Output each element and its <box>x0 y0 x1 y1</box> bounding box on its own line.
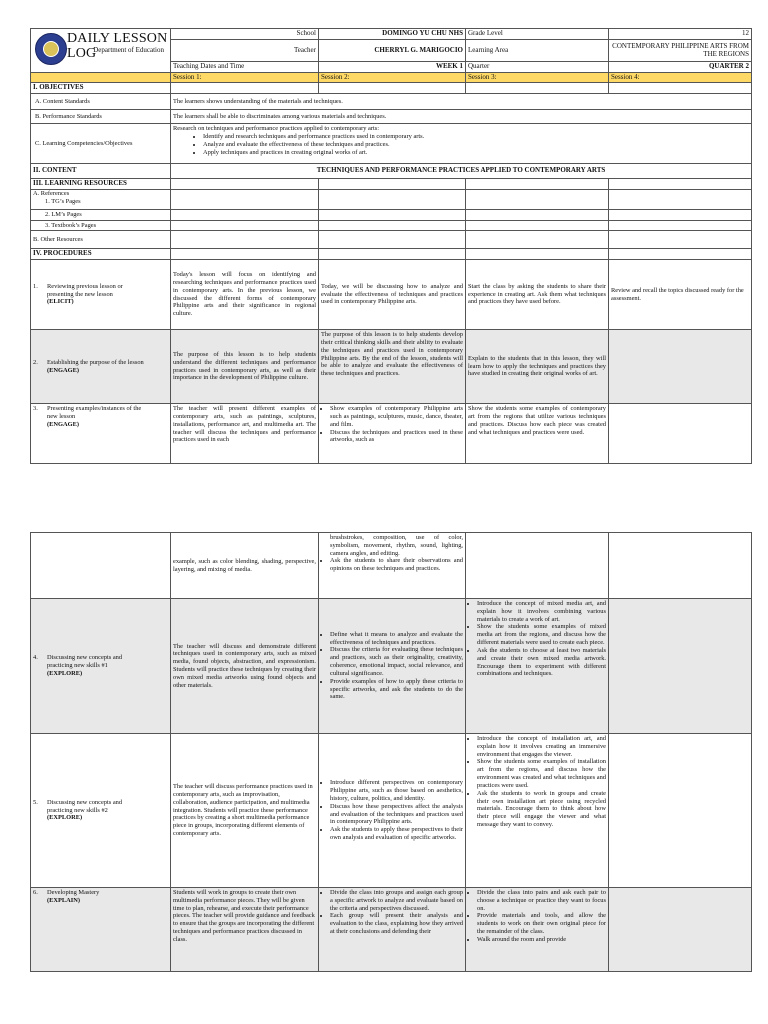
resources-heading: III. LEARNING RESOURCES <box>31 179 171 190</box>
procedure-4-session-1: The teacher will discuss and demonstrate different techniques used in contemporary arts, such as mixed media, found objects, abstraction, and expressionism. Students will practice these techniques by creating their own mixed media artworks using found objects and other materials. <box>171 599 319 734</box>
department-name: Department of Education <box>93 46 164 54</box>
session-corner <box>31 72 171 83</box>
procedure-3-session-2-continued: brushstrokes, composition, use of color, symbolism, movement, rhythm, sound, lighting, camera angles, and editing. • Ask the students to share their observations and opinions on these techniques and practices. <box>319 533 466 599</box>
grade-value: 12 <box>609 29 752 40</box>
list-item: • Walk around the room and provide <box>477 936 606 944</box>
objectives-heading: I. OBJECTIVES <box>31 83 171 94</box>
procedure-4-session-3 <box>466 599 609 734</box>
quarter-value: QUARTER 2 <box>609 62 752 73</box>
procedure-3-session-1: The teacher will present different examples of contemporary arts, such as paintings, sculptures, installations, performance art, and multimedia art. The teacher will discuss the techniques and performance practices used in each <box>171 404 319 464</box>
procedure-5-session-3 <box>466 734 609 888</box>
procedure-6-session-3 <box>466 888 609 972</box>
teacher-value: CHERRYL G. MARIGOCIO <box>319 40 466 62</box>
competency-item: • Identify and research techniques and performance practices used in contemporary arts. <box>203 133 749 141</box>
performance-standards-value: The learners shall be able to discriminates among various materials and techniques. <box>171 110 752 124</box>
lesson-log-table-continued <box>30 532 752 972</box>
list-item: • Ask the students to share their observations and opinions on these techniques and practices. <box>330 557 463 573</box>
performance-standards-label: B. Performance Standards <box>31 110 171 124</box>
procedure-3-session-3: Show the students some examples of contemporary art from the regions that utilize various techniques and practices. Discuss how each piece was created and what techniques and practices were used. <box>466 404 609 464</box>
content-standards-value: The learners shows understanding of the materials and techniques. <box>171 94 752 110</box>
procedures-heading: IV. PROCEDURES <box>31 249 171 260</box>
list-item: • Divide the class into pairs and ask each pair to choose a technique or practice they want to focus on. <box>477 889 606 912</box>
procedure-5-session-1: The teacher will discuss performance practices used in contemporary arts, such as improvisation, collaboration, audience participation, and multimedia integration. Students will practice these performance practices by creating a short multimedia performance piece in groups, incorporating different elements of contemporary arts. <box>171 734 319 888</box>
list-item: • Discuss the criteria for evaluating these techniques and practices, such as their originality, creativity, coherence, emotional impact, social relevance, and cultural significance. <box>330 646 463 677</box>
list-item: • Introduce different perspectives on contemporary Philippine arts, such as those based on aesthetics, history, culture, politics, and identity. <box>330 779 463 802</box>
lm-pages-label: 2. LM’s Pages <box>31 209 171 220</box>
procedure-1-label: 1. Reviewing previous lesson or presenting the new lesson (ELICIT) <box>31 260 171 330</box>
school-value: DOMINGO YU CHU NHS <box>319 29 466 40</box>
procedure-4-session-2 <box>319 599 466 734</box>
procedure-1-session-3: Start the class by asking the students to share their experience in creating art. Ask them what techniques and practices they have used before. <box>466 260 609 330</box>
competency-item: • Analyze and evaluate the effectiveness of these techniques and practices. <box>203 141 749 149</box>
procedure-4-label: 4. Discussing new concepts and practicing new skills #1 (EXPLORE) <box>31 599 171 734</box>
procedure-1-session-4: Review and recall the topics discussed ready for the assessment. <box>609 260 752 330</box>
session-4-header: Session 4: <box>609 72 752 83</box>
competencies-value <box>171 124 752 164</box>
content-value: TECHNIQUES AND PERFORMANCE PRACTICES APPLIED TO CONTEMPORARY ARTS <box>171 164 752 179</box>
session-2-header: Session 2: <box>319 72 466 83</box>
list-item: • Divide the class into groups and assign each group a specific artwork to analyze and evaluate based on the criteria and perspectives discussed. <box>330 889 463 912</box>
list-item: • Show examples of contemporary Philippine arts such as paintings, sculptures, music, dance, theater, and film. <box>330 405 463 428</box>
session-1-header: Session 1: <box>171 72 319 83</box>
content-heading: II. CONTENT <box>31 164 171 179</box>
school-label: School <box>171 29 319 40</box>
procedure-3-session-2 <box>319 404 466 464</box>
procedure-2-session-3: Explain to the students that in this lesson, they will learn how to apply the techniques and practices they have studied in creating their original works of art. <box>466 330 609 404</box>
list-item: • Provide examples of how to apply these criteria to specific artworks, and ask the students to do the same. <box>330 678 463 701</box>
list-item: • Each group will present their analysis and evaluation to the class, explaining how they arrived at their conclusions and defending their <box>330 912 463 935</box>
other-resources-label: B. Other Resources <box>31 231 171 249</box>
teaching-dates-label: Teaching Dates and Time <box>171 62 319 73</box>
procedure-2-session-1: The purpose of this lesson is to help students understand the different techniques and performance practices used in contemporary arts, as well as their importance in the development of Philippine culture. <box>171 330 319 404</box>
procedure-3-session-1-continued: example, such as color blending, shading, perspective, layering, and mixing of media. <box>171 533 319 599</box>
grade-label: Grade Level <box>466 29 609 40</box>
learning-area-label: Learning Area <box>466 40 609 62</box>
session-3-header: Session 3: <box>466 72 609 83</box>
references-cell <box>31 189 171 209</box>
procedure-6-session-2 <box>319 888 466 972</box>
competencies-intro: Research on techniques and performance practices applied to contemporary arts: <box>173 125 380 133</box>
week-value: WEEK 1 <box>319 62 466 73</box>
list-item: • Ask the students to apply these perspectives to their own analysis and evaluation of specific artworks. <box>330 826 463 842</box>
list-item: • Introduce the concept of mixed media art, and explain how it involves combining various materials to create a work of art. <box>477 600 606 623</box>
quarter-label: Quarter <box>466 62 609 73</box>
tg-pages-label: 1. TG’s Pages <box>45 197 81 205</box>
list-item: • Discuss how these perspectives affect the analysis and evaluation of the techniques and practices used in contemporary Philippine arts. <box>330 803 463 826</box>
lesson-log-page-2 <box>30 532 751 972</box>
learning-area-value: CONTEMPORARY PHILIPPINE ARTS FROM THE REGIONS <box>609 40 752 62</box>
procedure-1-session-2: Today, we will be discussing how to analyze and evaluate the effectiveness of techniques and practices used in contemporary Philippine arts. <box>319 260 466 330</box>
list-item: • Discuss the techniques and practices used in these artworks, such as <box>330 429 463 445</box>
list-item: • Ask the students to work in groups and create their own installation art piece using recycled materials. Encourage them to think about how their piece will engage the viewer and what message they want to convey. <box>477 790 606 829</box>
competency-item: • Apply techniques and practices in creating original works of art. <box>203 149 749 157</box>
procedure-6-session-1: Students will work in groups to create their own multimedia performance pieces. They will be given time to plan, rehearse, and execute their performance pieces. The teacher will provide guidance and feedback to ensure that the groups are incorporating the different techniques and performance practices discussed in class. <box>171 888 319 972</box>
competencies-label: C. Learning Competencies/Objectives <box>31 124 171 164</box>
teacher-label: Teacher <box>171 40 319 62</box>
textbook-pages-label: 3. Textbook’s Pages <box>31 220 171 231</box>
list-item: • Show the students some examples of installation art from the regions, and discuss how the environment was created and what techniques and practices were used. <box>477 758 606 789</box>
procedure-1-session-1: Today's lesson will focus on identifying and researching techniques and performance practices used in contemporary arts. In the previous lesson, we discussed the different forms of contemporary Philippine arts and their significance in regional culture. <box>171 260 319 330</box>
procedure-2-label: 2. Establishing the purpose of the lesson (ENGAGE) <box>31 330 171 404</box>
content-standards-label: A. Content Standards <box>31 94 171 110</box>
procedure-6-label: 6. Developing Mastery (EXPLAIN) <box>31 888 171 972</box>
procedure-3-label: 3. Presenting examples/instances of the new lesson (ENGAGE) <box>31 404 171 464</box>
list-item: • Introduce the concept of installation art, and explain how it involves creating an immersive environment that engages the viewer. <box>477 735 606 758</box>
header-logo-cell <box>31 29 171 73</box>
list-item: • Show the students some examples of mixed media art from the regions, and discuss how the different materials were used to create each piece. <box>477 623 606 646</box>
references-label: A. References <box>33 189 70 197</box>
deped-seal-icon <box>35 33 67 65</box>
lesson-log-table <box>30 28 752 464</box>
procedure-5-label: 5. Discussing new concepts and practicing new skills #2 (EXPLORE) <box>31 734 171 888</box>
lesson-log-page-1 <box>30 28 751 464</box>
procedure-5-session-2 <box>319 734 466 888</box>
list-item: • Define what it means to analyze and evaluate the effectiveness of techniques and practices. <box>330 631 463 647</box>
list-item: • Ask the students to choose at least two materials and create their own mixed media artwork. Encourage them to experiment with different combinations and techniques. <box>477 647 606 678</box>
page-title: DAILY LESSON LOG <box>67 31 168 62</box>
procedure-2-session-2: The purpose of this lesson is to help students develop their critical thinking skills and their ability to evaluate the techniques and practices used in contemporary Philippine arts. By the end of the lesson, students will be able to analyze and evaluate the effectiveness of these techniques and practices. <box>319 330 466 404</box>
list-item: • Provide materials and tools, and allow the students to work on their own original piece for the remainder of the class. <box>477 912 606 935</box>
